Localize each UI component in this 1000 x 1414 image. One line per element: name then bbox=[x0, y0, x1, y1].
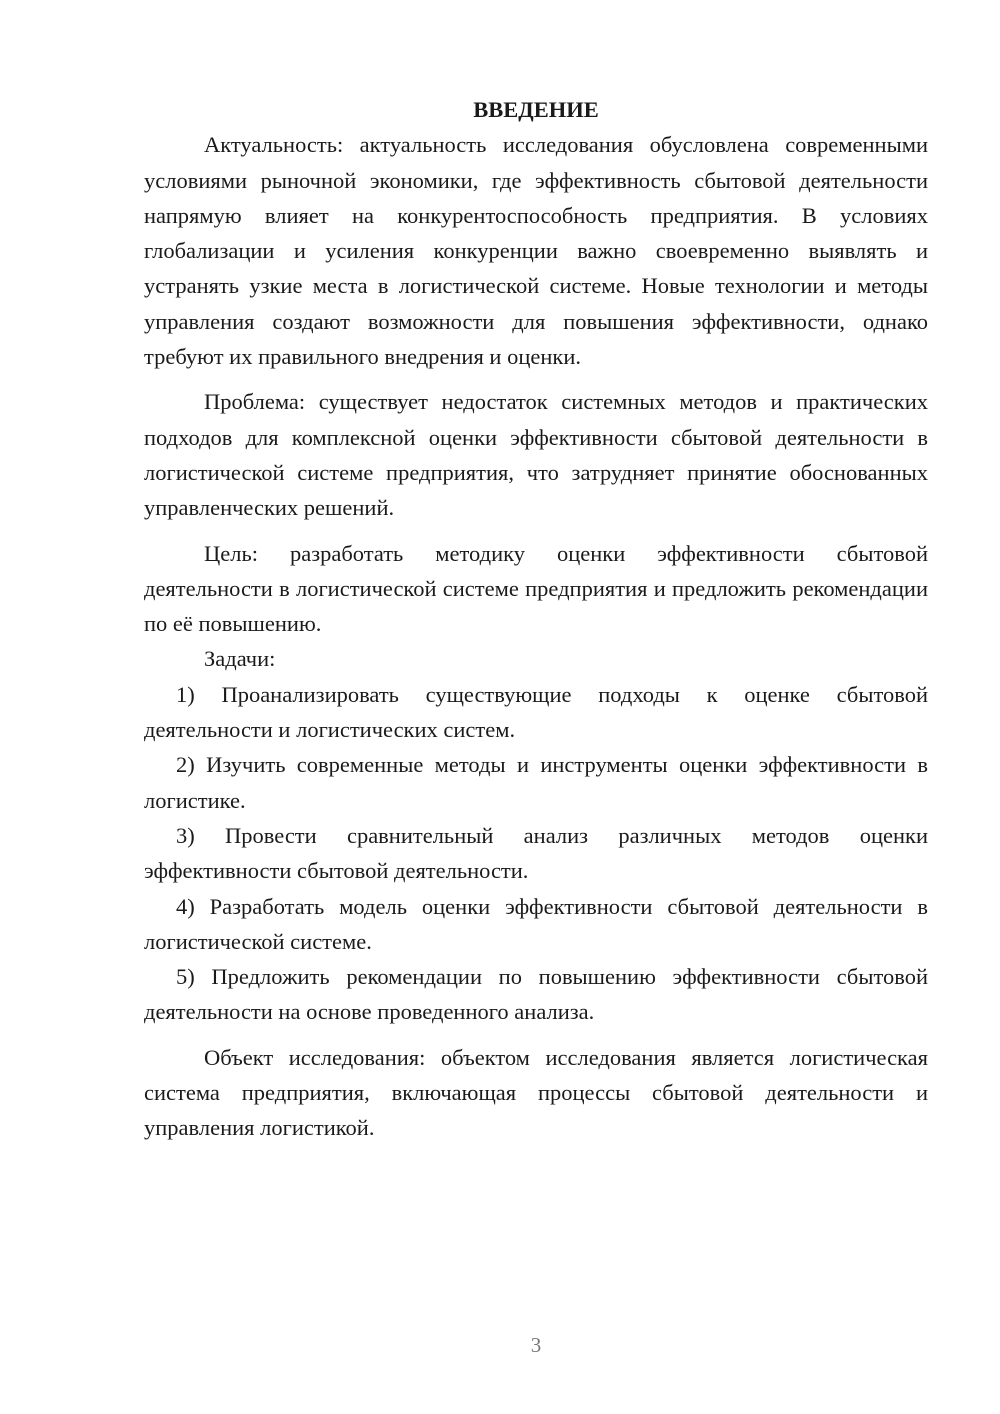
relevance-paragraph: Актуальность: актуальность исследования обусловлена современными условиями рыночной экономики, где эффективность сбытовой деятельности напрямую влияет на конкурентоспособность предприятия. В условиях глобализации и усиления конкуренции важно своевременно выявлять и устранять узкие места в логистической системе. Новые технологии и методы управления создают возможности для повышения эффективности, однако требуют их правильного внедрения и оценки. bbox=[144, 132, 928, 370]
problem-paragraph: Проблема: существует недостаток системных методов и практических подходов для комплексной оценки эффективности сбытовой деятельности в логистической системе предприятия, что затрудняет принятие обоснованных управленческих решений. bbox=[144, 389, 928, 521]
page-number: 3 bbox=[530, 1333, 542, 1357]
task-item-5: 5) Предложить рекомендации по повышению эффективности сбытовой деятельности на основе проведенного анализа. bbox=[144, 964, 928, 1025]
object-paragraph: Объект исследования: объектом исследования является логистическая система предприятия, включающая процессы сбытовой деятельности и управления логистикой. bbox=[144, 1044, 928, 1141]
page-content bbox=[144, 92, 928, 1146]
task-item-1: 1) Проанализировать существующие подходы к оценке сбытовой деятельности и логистических систем. bbox=[144, 681, 928, 743]
task-item-3: 3) Провести сравнительный анализ различных методов оценки эффективности сбытовой деятельности. bbox=[144, 822, 928, 884]
goal-paragraph: Цель: разработать методику оценки эффективности сбытовой деятельности в логистической системе предприятия и предложить рекомендации по её повышению. bbox=[144, 540, 928, 637]
section-title: ВВЕДЕНИЕ bbox=[473, 97, 599, 122]
task-item-2: 2) Изучить современные методы и инструменты оценки эффективности в логистике. bbox=[144, 752, 928, 813]
tasks-heading: Задачи: bbox=[204, 646, 276, 672]
task-item-4: 4) Разработать модель оценки эффективности сбытовой деятельности в логистической системе. bbox=[144, 893, 928, 954]
